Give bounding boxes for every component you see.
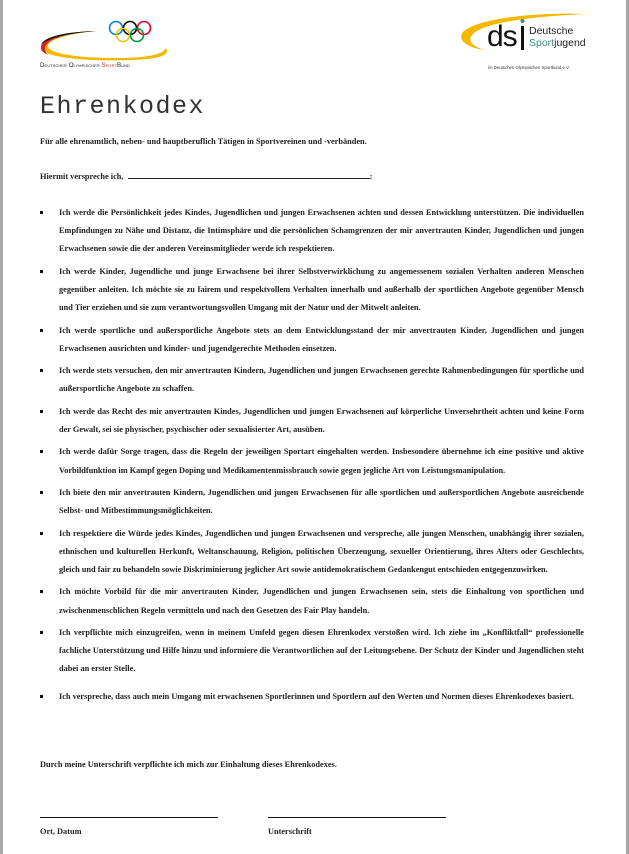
bullet-icon	[40, 329, 43, 332]
dsj-line1: Deutsche	[529, 25, 574, 37]
bullet-icon	[40, 450, 43, 453]
list-item: Ich biete den mir anvertrauten Kindern, Jugendlichen und jungen Erwachsenen für alle sportlichen und außersportlichen Angebote ausreichende Selbst- und Mitbestimmungsmöglichkeiten.	[36, 484, 584, 520]
svg-text:Sportjugend: Sportjugend	[529, 37, 586, 49]
dsj-subtitle: im Deutschen Olympischen Sportbund e.V.	[488, 65, 570, 70]
list-item: Ich werde das Recht des mir anvertrauten Kindes, Jugendlichen und jungen Erwachsenen auf körperliche Unversehrtheit achten und keine Form der Gewalt, sei sie physischer, psychischer oder sexualisierter Art, ausüben.	[36, 403, 584, 439]
document-title: Ehrenkodex	[40, 92, 206, 121]
bullet-icon	[40, 590, 43, 593]
pledge-suffix: :	[369, 172, 373, 181]
list-item: Ich respektiere die Würde jedes Kindes, Jugendlichen und jungen Erwachsenen und verspreche, alle jungen Menschen, unabhängig ihrer sozialen, ethnischen und kulturellen Herkunft, Weltanschauung, Religion, politischen Überzeugung, sexueller Orientierung, ihres Alters oder Geschlechts, gleich und fair zu behandeln sowie Diskriminierung jeglicher Art sowie antidemokratischem Gedankengut entschieden entgegenzuwirken.	[36, 525, 584, 580]
list-item: Ich verpflichte mich einzugreifen, wenn in meinem Umfeld gegen diesen Ehrenkodex verstoßen wird. Ich ziehe im „Konfliktfall“ professionelle fachliche Unterstützung und Hilfe hinzu und informiere die Verantwortlichen auf der Leitungsebene. Der Schutz der Kinder und Jugendlichen steht dabei an erster Stelle.	[36, 624, 584, 679]
list-item: Ich werde Kinder, Jugendliche und junge Erwachsene bei ihrer Selbstverwirklichung zu angemessenem sozialen Verhalten anderen Menschen gegenüber anleiten. Ich möchte sie zu fairem und respektvollem Verhalten innerhalb und außerhalb der sportlichen Angebote gegenüber Mensch und Tier erziehen und sie zum verantwortungsvollen Umgang mit der Natur und der Mitwelt anleiten.	[36, 263, 584, 318]
bullet-icon	[40, 410, 43, 413]
bullet-icon	[40, 270, 43, 273]
place-date-label: Ort, Datum	[40, 827, 82, 836]
list-item: Ich verspreche, dass auch mein Umgang mit erwachsenen Sportlerinnen und Sportlern auf den Werten und Normen dieses Ehrenkodexes basiert.	[36, 688, 584, 706]
bullet-icon	[40, 491, 43, 494]
bullet-icon	[40, 695, 43, 698]
dsj-logo-icon	[457, 10, 597, 60]
bullet-icon	[40, 211, 43, 214]
intro-text: Für alle ehrenamtlich, neben- und hauptberuflich Tätigen in Sportvereinen und -verbänden.	[40, 137, 367, 146]
list-item: Ich werde die Persönlichkeit jedes Kindes, Jugendlichen und jungen Erwachsenen achten und dessen Entwicklung unterstützen. Die individuellen Empfindungen zu Nähe und Distanz, die Intimsphäre und die persönlichen Schamgrenzen der mir anvertrauten Kinder, Jugendlichen und jungen Erwachsenen sowie die der anderen Vereinsmitglieder werde ich respektieren.	[36, 204, 584, 259]
signature-field[interactable]	[268, 817, 446, 818]
signature-label: Unterschrift	[268, 827, 312, 836]
list-item: Ich werde stets versuchen, den mir anvertrauten Kindern, Jugendlichen und jungen Erwachsenen gerechte Rahmenbedingungen für sportliche und außersportliche Angebote zu schaffen.	[36, 362, 584, 398]
bullet-icon	[40, 532, 43, 535]
bullet-icon	[40, 631, 43, 634]
pledge-prefix: Hiermit verspreche ich,	[40, 172, 124, 181]
list-item: Ich werde sportliche und außersportliche Angebote stets an dem Entwicklungsstand der mir anvertrauten Kinder, Jugendlichen und jungen Erwachsenen ausrichten und kinder- und jugendgerechte Methoden einsetzen.	[36, 322, 584, 358]
name-blank-field[interactable]	[128, 171, 370, 179]
dosb-logo-text: Deutscher Olympischer SportBund	[40, 62, 130, 69]
pledge-line	[40, 171, 372, 181]
page-edge-left	[0, 0, 3, 854]
place-date-field[interactable]	[40, 817, 218, 818]
code-of-honor-list	[36, 204, 584, 710]
list-item: Ich möchte Vorbild für die mir anvertrauten Kinder, Jugendlichen und jungen Erwachsenen sein, stets die Einhaltung von sportlichen und zwischenmenschlichen Regeln vermitteln und nach den Gesetzen des Fair Play handeln.	[36, 583, 584, 619]
svg-text:ds: ds	[487, 20, 517, 53]
bullet-icon	[40, 369, 43, 372]
list-item: Ich werde dafür Sorge tragen, dass die Regeln der jeweiligen Sportart eingehalten werden. Insbesondere übernehme ich eine positive und aktive Vorbildfunktion im Kampf gegen Doping und Medikamentenmissbrauch sowie gegen jegliche Art von Leistungsmanipulation.	[36, 443, 584, 479]
closing-statement: Durch meine Unterschrift verpflichte ich mich zur Einhaltung dieses Ehrenkodexes.	[40, 760, 337, 769]
